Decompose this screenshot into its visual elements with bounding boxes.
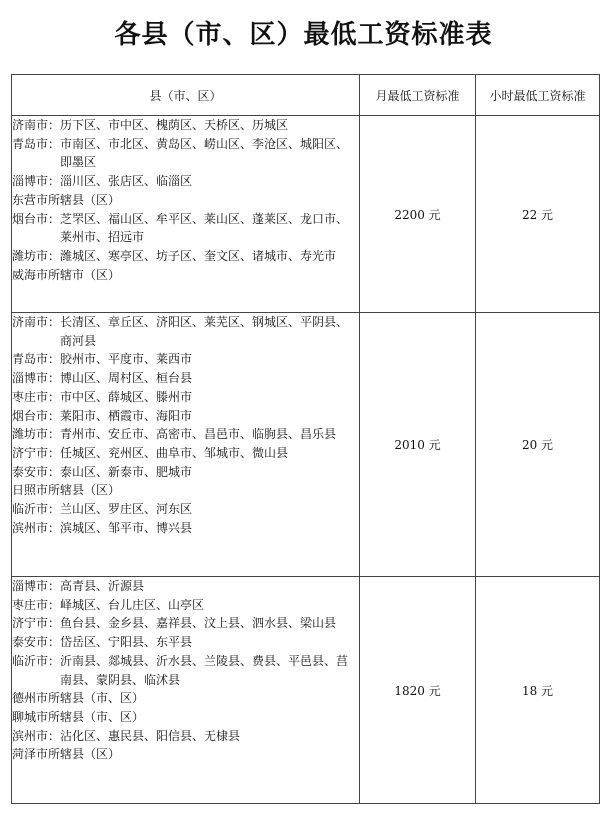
area-line: [12, 266, 359, 285]
city-label: 滨州市：: [12, 728, 61, 743]
area-full-label: 威海市所辖市（区）: [12, 267, 121, 282]
hourly-wage-cell: 22 元: [476, 116, 600, 313]
city-label: 泰安市：: [12, 464, 61, 479]
area-line: [12, 388, 359, 407]
district-list: 博山区、周村区、桓台县: [60, 371, 193, 386]
area-line: [12, 463, 359, 482]
district-list: 峄城区、台儿庄区、山亭区: [60, 597, 205, 612]
district-list: 滨城区、邹平市、博兴县: [60, 520, 193, 535]
area-line: [12, 614, 359, 633]
table-row: [12, 577, 600, 804]
table-row: [12, 313, 600, 577]
area-line: [12, 708, 359, 727]
city-label: 济宁市：: [12, 445, 61, 460]
district-list: 沂南县、郯城县、沂水县、兰陵县、费县、平邑县、莒南县、蒙阴县、临沭县: [60, 653, 349, 687]
city-label: 枣庄市：: [12, 597, 61, 612]
area-line: [12, 369, 359, 388]
district-list: 市中区、薛城区、滕州市: [60, 389, 193, 404]
city-label: 青岛市：: [12, 352, 61, 367]
area-full-label: 东营市所辖县（区）: [12, 192, 121, 207]
area-full-label: 聊城市所辖县（市、区）: [12, 709, 145, 724]
city-label: 烟台市：: [12, 211, 61, 226]
city-label: 临沂市：: [12, 653, 61, 668]
area-line: [12, 745, 359, 764]
city-label: 淄博市：: [12, 579, 61, 593]
header-monthly: 月最低工资标准: [360, 75, 476, 116]
area-line: [12, 500, 359, 519]
area-list-cell: [12, 116, 360, 313]
table-header-row: [12, 75, 600, 116]
minimum-wage-table: [11, 74, 600, 804]
city-label: 临沂市：: [12, 502, 61, 517]
header-hourly: 小时最低工资标准: [476, 75, 600, 116]
area-line: [12, 633, 359, 652]
city-label: 济南市：: [12, 315, 61, 329]
city-label: 滨州市：: [12, 520, 61, 535]
city-label: 淄博市：: [12, 371, 61, 386]
header-area: 县（市、区）: [12, 75, 360, 116]
hourly-wage-cell: 20 元: [476, 313, 600, 577]
area-line: [12, 135, 359, 172]
page-title: 各县（市、区）最低工资标准表: [114, 20, 493, 50]
area-line: [12, 313, 359, 350]
hourly-wage-cell: 18 元: [476, 577, 600, 804]
area-line: [12, 727, 359, 746]
area-line: [12, 577, 359, 596]
city-label: 泰安市：: [12, 635, 61, 650]
area-line: [12, 689, 359, 708]
city-label: 烟台市：: [12, 408, 61, 423]
monthly-wage-cell: 2010 元: [360, 313, 476, 577]
district-list: 市南区、市北区、黄岛区、崂山区、李沧区、城阳区、即墨区: [60, 136, 349, 170]
district-list: 泰山区、新泰市、肥城市: [60, 464, 193, 479]
area-full-label: 德州市所辖县（市、区）: [12, 691, 145, 706]
monthly-wage-cell: 1820 元: [360, 577, 476, 804]
city-label: 淄博市：: [12, 174, 61, 189]
district-list: 莱阳市、栖霞市、海阳市: [60, 408, 193, 423]
table-row: [12, 116, 600, 313]
area-line: [12, 247, 359, 266]
city-label: 枣庄市：: [12, 389, 61, 404]
district-list: 青州市、安丘市、高密市、昌邑市、临朐县、昌乐县: [60, 427, 337, 442]
area-line: [12, 350, 359, 369]
district-list: 鱼台县、金乡县、嘉祥县、汶上县、泗水县、梁山县: [60, 616, 337, 631]
city-label: 济宁市：: [12, 616, 61, 631]
city-label: 济南市：: [12, 118, 61, 132]
area-line: [12, 191, 359, 210]
district-list: 高青县、沂源县: [60, 579, 145, 593]
area-full-label: 日照市所辖县（区）: [12, 483, 121, 498]
area-line: [12, 596, 359, 615]
monthly-wage-cell: 2200 元: [360, 116, 476, 313]
district-list: 芝罘区、福山区、牟平区、莱山区、蓬莱区、龙口市、莱州市、招远市: [60, 211, 349, 245]
area-line: [12, 481, 359, 500]
area-line: [12, 407, 359, 426]
area-line: [12, 444, 359, 463]
city-label: 潍坊市：: [12, 248, 61, 263]
district-list: 历下区、市中区、槐荫区、天桥区、历城区: [60, 118, 289, 132]
area-list-cell: [12, 577, 360, 804]
area-line: [12, 116, 359, 135]
district-list: 潍城区、寒亭区、坊子区、奎文区、诸城市、寿光市: [60, 248, 337, 263]
city-label: 潍坊市：: [12, 427, 61, 442]
district-list: 淄川区、张店区、临淄区: [60, 174, 193, 189]
area-line: [12, 172, 359, 191]
district-list: 兰山区、罗庄区、河东区: [60, 502, 193, 517]
district-list: 沾化区、惠民县、阳信县、无棣县: [60, 728, 241, 743]
area-full-label: 菏泽市所辖县（区）: [12, 747, 121, 762]
area-line: [12, 210, 359, 247]
district-list: 岱岳区、宁阳县、东平县: [60, 635, 193, 650]
city-label: 青岛市：: [12, 136, 61, 151]
area-line: [12, 652, 359, 689]
district-list: 胶州市、平度市、莱西市: [60, 352, 193, 367]
district-list: 长清区、章丘区、济阳区、莱芜区、钢城区、平阴县、商河县: [60, 315, 349, 348]
area-line: [12, 519, 359, 538]
district-list: 任城区、兖州区、曲阜市、邹城市、微山县: [60, 445, 289, 460]
area-list-cell: [12, 313, 360, 577]
area-line: [12, 425, 359, 444]
